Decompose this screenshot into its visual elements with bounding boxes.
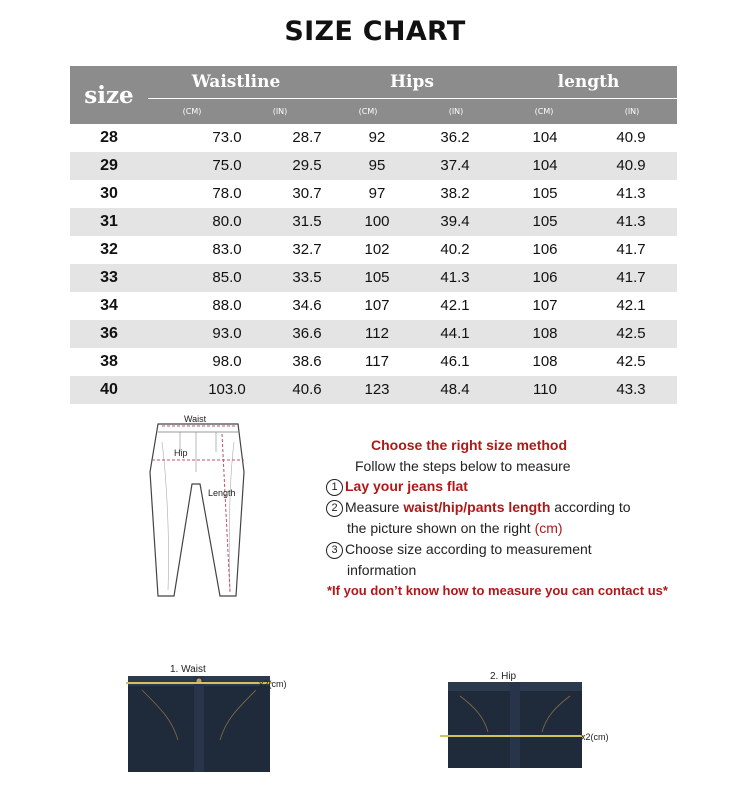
method-heading: Choose the right size method <box>371 437 568 453</box>
cell-waist-cm: 85.0 <box>212 269 242 286</box>
cell-waist-in: 40.6 <box>292 381 322 398</box>
cell-length-in: 41.7 <box>616 269 646 286</box>
cell-length-in: 40.9 <box>616 129 646 146</box>
table-row <box>70 236 677 264</box>
cell-length-in: 42.5 <box>616 325 646 342</box>
cell-waist-in: 38.6 <box>292 353 322 370</box>
pants-measure-diagram <box>140 412 252 602</box>
table-row <box>70 376 677 404</box>
diagram-waist-label: Waist <box>184 414 207 424</box>
cell-hips-in: 39.4 <box>440 213 470 230</box>
cell-length-cm: 106 <box>532 241 558 258</box>
cell-length-cm: 108 <box>532 353 558 370</box>
cell-size: 33 <box>100 269 118 286</box>
cell-hips-in: 40.2 <box>440 241 470 258</box>
cell-waist-cm: 78.0 <box>212 185 242 202</box>
cell-hips-cm: 112 <box>365 325 389 342</box>
cell-waist-in: 29.5 <box>292 157 322 174</box>
jeans-hip-multiplier: x2(cm) <box>581 732 609 742</box>
step-3-text: Choose size according to measurement <box>345 541 592 557</box>
cell-length-in: 43.3 <box>616 381 646 398</box>
method-subheading: Follow the steps below to measure <box>355 458 571 474</box>
cell-hips-in: 48.4 <box>440 381 470 398</box>
cell-waist-cm: 83.0 <box>212 241 242 258</box>
step-1-number: 1 <box>326 479 343 496</box>
unit-hips-cm: (CM) <box>358 107 378 116</box>
cell-hips-in: 42.1 <box>440 297 470 314</box>
table-body <box>70 124 677 404</box>
unit-waist-cm: (CM) <box>182 107 202 116</box>
step-2-bold: waist/hip/pants length <box>403 499 551 515</box>
cell-waist-cm: 103.0 <box>208 381 246 398</box>
cell-hips-cm: 107 <box>364 297 390 314</box>
jeans-hip-label: 2. Hip <box>490 671 517 682</box>
page-title: SIZE CHART <box>284 16 466 47</box>
cell-size: 34 <box>100 297 118 314</box>
cell-waist-cm: 93.0 <box>212 325 242 342</box>
cell-size: 31 <box>100 213 118 230</box>
table-row <box>70 348 677 376</box>
table-row <box>70 124 677 152</box>
cell-length-in: 41.3 <box>616 185 646 202</box>
step-3-number: 3 <box>326 542 343 559</box>
step-2-unit: (cm) <box>534 520 563 536</box>
cell-waist-in: 31.5 <box>292 213 322 230</box>
cell-length-in: 41.7 <box>616 241 646 258</box>
cell-waist-in: 28.7 <box>292 129 322 146</box>
cell-length-cm: 105 <box>532 185 558 202</box>
cell-size: 28 <box>100 129 118 146</box>
cell-waist-in: 36.6 <box>292 325 322 342</box>
contact-note: *If you don’t know how to measure you can contact us* <box>327 583 668 598</box>
cell-size: 40 <box>100 381 118 398</box>
cell-length-cm: 105 <box>532 213 558 230</box>
jeans-hip-photo <box>430 668 630 776</box>
cell-hips-in: 41.3 <box>440 269 470 286</box>
step-2-post: according to <box>550 499 631 515</box>
step-2-line2-text: the picture shown on the right <box>347 520 535 536</box>
length-header: length <box>557 72 620 92</box>
step-3-line2: information <box>347 562 417 578</box>
step-2 <box>326 499 631 517</box>
cell-waist-cm: 73.0 <box>212 129 242 146</box>
cell-length-cm: 110 <box>533 381 557 398</box>
cell-hips-cm: 117 <box>365 353 389 370</box>
table-row <box>70 292 677 320</box>
cell-length-in: 42.1 <box>616 297 646 314</box>
diagram-hip-label: Hip <box>174 448 188 458</box>
cell-length-in: 42.5 <box>616 353 646 370</box>
jeans-waist-label: 1. Waist <box>170 664 206 675</box>
cell-hips-cm: 105 <box>364 269 390 286</box>
cell-length-cm: 106 <box>532 269 558 286</box>
step-1-text: Lay your jeans flat <box>345 478 468 494</box>
pants-outline-icon <box>150 424 244 596</box>
cell-size: 30 <box>100 185 118 202</box>
cell-waist-cm: 80.0 <box>212 213 242 230</box>
cell-hips-in: 46.1 <box>440 353 470 370</box>
cell-waist-in: 32.7 <box>292 241 322 258</box>
cell-hips-cm: 95 <box>368 157 386 174</box>
step-1 <box>326 478 468 496</box>
waistline-header: Waistline <box>191 72 281 92</box>
cell-length-cm: 104 <box>532 129 558 146</box>
table-row <box>70 152 677 180</box>
step-3 <box>326 541 592 559</box>
jeans-waist-multiplier: x2(cm) <box>259 679 287 689</box>
table-row <box>70 320 677 348</box>
table-row <box>70 264 677 292</box>
cell-hips-in: 38.2 <box>440 185 470 202</box>
step-2-pre: Measure <box>345 499 404 515</box>
cell-size: 29 <box>100 157 118 174</box>
cell-waist-cm: 98.0 <box>212 353 242 370</box>
cell-hips-in: 44.1 <box>440 325 470 342</box>
cell-waist-in: 33.5 <box>292 269 322 286</box>
table-row <box>70 208 677 236</box>
unit-length-cm: (CM) <box>534 107 554 116</box>
unit-hips-in: (IN) <box>448 107 464 116</box>
jeans-waist-photo <box>112 660 312 772</box>
header-divider <box>148 98 677 99</box>
hips-header: Hips <box>390 72 434 92</box>
table-header <box>70 66 677 124</box>
cell-size: 32 <box>100 241 118 258</box>
size-column-header: size <box>84 81 134 109</box>
step-2-number: 2 <box>326 500 343 517</box>
unit-length-in: (IN) <box>624 107 640 116</box>
cell-waist-cm: 88.0 <box>212 297 242 314</box>
cell-waist-cm: 75.0 <box>212 157 242 174</box>
cell-waist-in: 34.6 <box>292 297 322 314</box>
cell-hips-cm: 123 <box>364 381 390 398</box>
cell-length-cm: 107 <box>532 297 558 314</box>
cell-hips-cm: 100 <box>364 213 390 230</box>
size-chart-table <box>70 66 677 404</box>
cell-length-in: 40.9 <box>616 157 646 174</box>
unit-waist-in: (IN) <box>272 107 288 116</box>
cell-length-in: 41.3 <box>616 213 646 230</box>
cell-hips-cm: 97 <box>368 185 386 202</box>
cell-hips-cm: 92 <box>368 129 386 146</box>
cell-size: 36 <box>100 325 118 342</box>
cell-hips-cm: 102 <box>364 241 390 258</box>
table-row <box>70 180 677 208</box>
cell-length-cm: 104 <box>532 157 558 174</box>
diagram-length-label: Length <box>208 488 236 498</box>
cell-hips-in: 36.2 <box>440 129 470 146</box>
cell-size: 38 <box>100 353 118 370</box>
cell-hips-in: 37.4 <box>440 157 470 174</box>
step-2-line2 <box>347 520 563 536</box>
cell-waist-in: 30.7 <box>292 185 322 202</box>
cell-length-cm: 108 <box>532 325 558 342</box>
